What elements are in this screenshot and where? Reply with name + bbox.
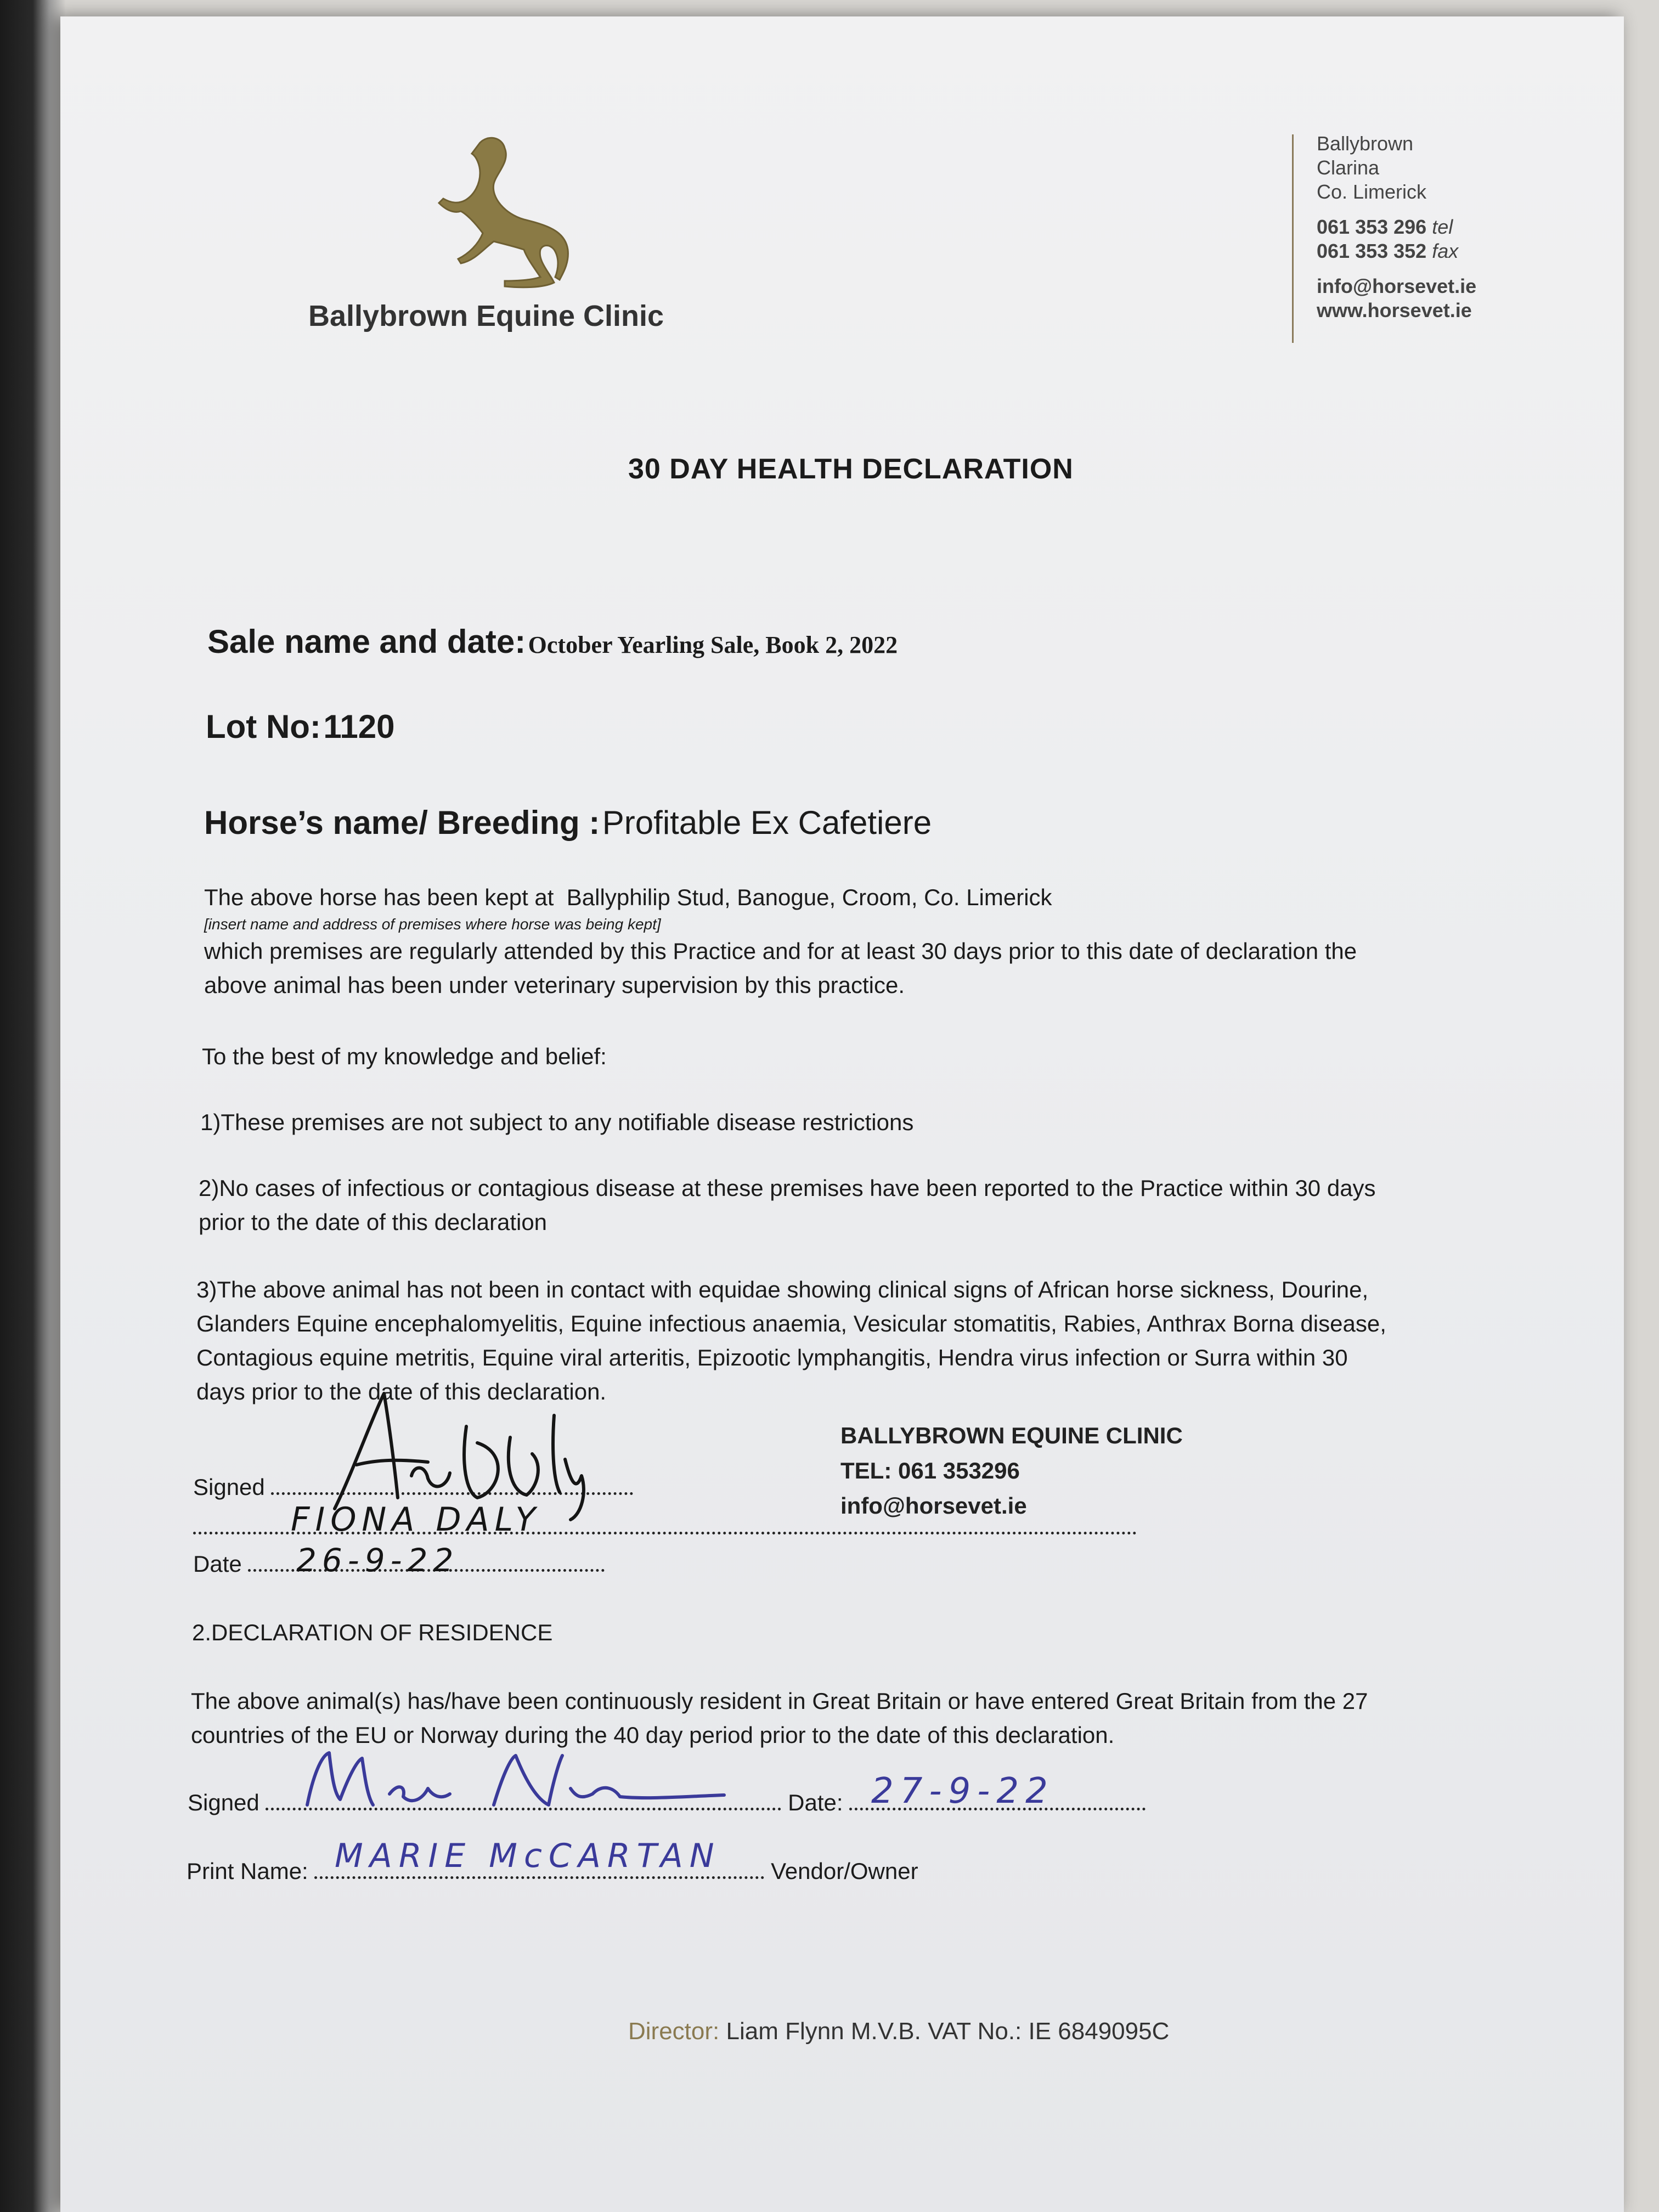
lot-row <box>206 708 395 746</box>
header-divider <box>1292 134 1294 343</box>
premises-line: which premises are regularly attended by this Practice and for at least 30 days prior to this date of declaration the <box>204 938 1357 964</box>
sale-value: October Yearling Sale, Book 2, 2022 <box>528 631 898 658</box>
rearing-horse-logo-icon <box>428 132 587 307</box>
sale-label: Sale name and date: <box>207 623 526 660</box>
owner-date-value: 27-9-22 <box>871 1771 1054 1812</box>
website: www.horsevet.ie <box>1317 299 1472 321</box>
horse-label: Horse’s name/ Breeding : <box>204 804 600 841</box>
residence-heading: 2.DECLARATION OF RESIDENCE <box>192 1620 553 1645</box>
email: info@horsevet.ie <box>1317 275 1477 297</box>
stamp-name: BALLYBROWN EQUINE CLINIC <box>840 1423 1183 1448</box>
director-label: Director: <box>628 2018 720 2045</box>
address-line: Co. Limerick <box>1317 180 1427 203</box>
residence-paragraph: The above animal(s) has/have been continuously resident in Great Britain or have entered Great Britain from the 27 countries of the EU or Norway during the 40 day period prior to the date of this declaration. <box>191 1688 1368 1748</box>
declaration-paper <box>60 16 1624 2212</box>
vet-date-label: Date <box>193 1551 242 1577</box>
clinic-address <box>1317 132 1476 323</box>
owner-date-label: Date: <box>788 1790 843 1815</box>
owner-print-line <box>314 1876 764 1879</box>
premises-value: Ballyphilip Stud, Banogue, Croom, Co. Limerick <box>566 884 1052 910</box>
premises-intro: The above horse has been kept at <box>204 884 554 910</box>
clinic-stamp <box>840 1418 1183 1523</box>
address-line: Clarina <box>1317 156 1380 179</box>
stamp-email: info@horsevet.ie <box>840 1493 1027 1519</box>
horse-row <box>204 804 932 842</box>
owner-signature-image <box>296 1745 746 1816</box>
owner-signed-label: Signed <box>188 1790 259 1815</box>
clause-3: 3)The above animal has not been in contact with equidae showing clinical signs of African horse sickness, Dourine, Glanders Equine encephalomyelitis, Equine infectious anaemia, Vesicular stomatitis, Rabies, Anthrax Borna disease, Contagious equine metritis, Equine viral arteritis, Epizootic lymphangitis, Hendra virus infection or Surra within 30 days prior to the date of this declaration. <box>196 1277 1386 1404</box>
owner-role: Vendor/Owner <box>771 1858 918 1884</box>
stamp-tel: TEL: 061 353296 <box>840 1458 1020 1483</box>
fax: 061 353 352 fax <box>1317 240 1459 262</box>
document-title: 30 DAY HEALTH DECLARATION <box>628 453 1074 485</box>
belief-text: To the best of my knowledge and belief: <box>202 1043 607 1069</box>
footer <box>628 2018 1169 2045</box>
vet-signed-label: Signed <box>193 1474 265 1500</box>
address-line: Ballybrown <box>1317 132 1414 155</box>
sale-row <box>207 623 898 661</box>
lot-label: Lot No: <box>206 708 321 745</box>
premises-paragraph <box>204 881 1630 1002</box>
premises-line: above animal has been under veterinary supervision by this practice. <box>204 972 905 998</box>
owner-print-label: Print Name: <box>187 1858 308 1884</box>
clause-2: 2)No cases of infectious or contagious disease at these premises have been reported to the Practice within 30 days prior to the date of this declaration <box>199 1175 1376 1235</box>
vet-printed-name: FIONA DALY <box>291 1500 541 1539</box>
director-text: Liam Flynn M.V.B. VAT No.: IE 6849095C <box>726 2018 1170 2045</box>
premises-hint: [insert name and address of premises where horse was being kept] <box>204 916 661 933</box>
telephone: 061 353 296 tel <box>1317 216 1453 238</box>
vet-date-value: 26-9-22 <box>296 1542 459 1579</box>
clinic-name: Ballybrown Equine Clinic <box>308 300 664 332</box>
lot-value: 1120 <box>323 708 395 745</box>
horse-value: Profitable Ex Cafetiere <box>602 804 932 841</box>
owner-print-value: MARIE McCARTAN <box>335 1837 721 1875</box>
clause-1: 1)These premises are not subject to any notifiable disease restrictions <box>200 1109 914 1135</box>
